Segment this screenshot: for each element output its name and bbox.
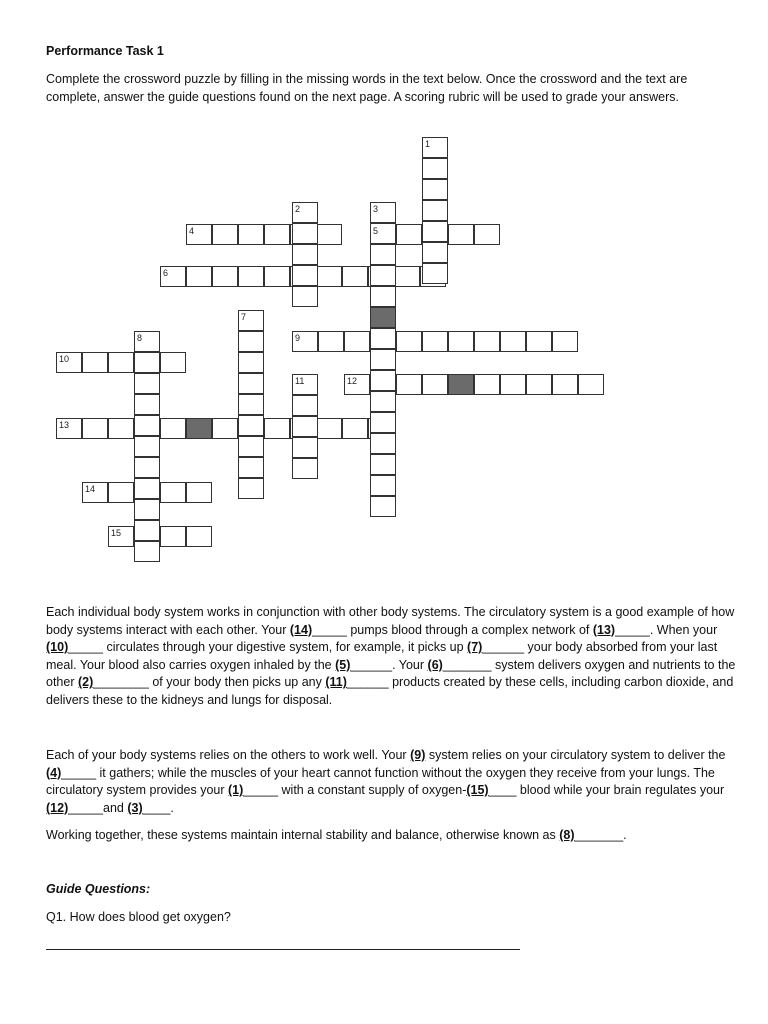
crossword-cell[interactable]: [500, 374, 526, 395]
crossword-cell[interactable]: [422, 374, 448, 395]
text-run: Each individual body system works in conjunction with other body systems. The circulatory system is a good example of how body systems interact with each other. Your: [46, 605, 735, 637]
text-run: _____ circulates through your digestive system, for example, it picks up: [68, 640, 468, 655]
blank-number: (3): [127, 800, 143, 815]
crossword-cell[interactable]: [134, 457, 160, 478]
text-run: ______ your body absorbed from your last meal. Your blood also carries oxygen inhaled by the: [46, 640, 718, 672]
crossword-cell[interactable]: [316, 266, 342, 287]
crossword-cell[interactable]: [292, 416, 318, 437]
crossword-cell[interactable]: [370, 244, 396, 265]
crossword-cell[interactable]: [342, 418, 368, 439]
guide-questions-heading: Guide Questions:: [46, 882, 151, 896]
blank-number: (5): [335, 657, 351, 672]
blank-number: (1): [228, 783, 244, 798]
text-run: ________ of your body then picks up any: [93, 675, 326, 690]
text-run: ____.: [142, 800, 174, 815]
clue-number: 14: [85, 484, 96, 494]
crossword-cell[interactable]: [134, 373, 160, 394]
crossword-cell[interactable]: [292, 265, 318, 286]
crossword-cell[interactable]: [238, 266, 264, 287]
crossword-cell[interactable]: [370, 286, 396, 307]
clue-number: 6: [163, 268, 169, 278]
crossword-cell[interactable]: [186, 482, 212, 503]
clue-number: 8: [137, 333, 143, 343]
crossword-cell[interactable]: [238, 394, 264, 415]
crossword-cell[interactable]: [186, 526, 212, 547]
blank-number: (7): [467, 640, 483, 655]
crossword-cell[interactable]: [238, 331, 264, 352]
crossword-cell[interactable]: [134, 415, 160, 436]
crossword-cell[interactable]: [238, 478, 264, 499]
crossword-cell[interactable]: [108, 482, 134, 503]
blank-number: (14): [289, 622, 313, 637]
crossword-cell[interactable]: [160, 526, 186, 547]
crossword-cell[interactable]: [134, 478, 160, 499]
text-run: ______. Your: [350, 657, 428, 672]
crossword-cell[interactable]: [396, 374, 422, 395]
crossword-cell[interactable]: [500, 331, 526, 352]
crossword-cell[interactable]: [422, 221, 448, 242]
blank-number: (12): [46, 800, 69, 815]
crossword-cell[interactable]: [474, 331, 500, 352]
crossword-block: [370, 307, 396, 328]
crossword-cell[interactable]: [238, 457, 264, 478]
crossword-cell[interactable]: [422, 200, 448, 221]
text-run: ______ products created by these cells, including carbon dioxide, and delivers these to the kidneys and lungs for disposal.: [46, 675, 734, 707]
clue-number: 15: [111, 528, 122, 538]
crossword-cell[interactable]: [292, 437, 318, 458]
blank-number: (6): [427, 657, 443, 672]
crossword-cell[interactable]: [292, 458, 318, 479]
crossword-cell[interactable]: [474, 224, 500, 245]
crossword-cell[interactable]: [370, 496, 396, 517]
crossword-cell[interactable]: [134, 520, 160, 541]
crossword-cell[interactable]: [370, 391, 396, 412]
crossword-cell[interactable]: [212, 266, 238, 287]
crossword-cell[interactable]: [238, 415, 264, 436]
blank-number: (4): [46, 765, 62, 780]
crossword-cell[interactable]: [134, 436, 160, 457]
crossword-cell[interactable]: [422, 179, 448, 200]
text-run: _____and: [68, 800, 128, 815]
crossword-cell[interactable]: [370, 433, 396, 454]
question-1: Q1. How does blood get oxygen?: [46, 910, 231, 924]
clue-number: 11: [295, 376, 305, 386]
crossword-cell[interactable]: [292, 395, 318, 416]
clue-number: 4: [189, 226, 195, 236]
crossword-block: [448, 374, 474, 395]
blank-number: (2): [77, 675, 94, 690]
text-run: system relies on your circulatory system to deliver the: [425, 748, 726, 762]
crossword-cell[interactable]: [342, 266, 368, 287]
crossword-cell[interactable]: [82, 352, 108, 373]
clue-number: 3: [373, 204, 379, 214]
crossword-cell[interactable]: [186, 266, 212, 287]
crossword-cell[interactable]: [422, 331, 448, 352]
crossword-cell[interactable]: [160, 352, 186, 373]
crossword-cell[interactable]: [292, 223, 318, 244]
text-run: _______ system delivers oxygen and nutrients to the other: [46, 657, 736, 690]
blank-number: (9): [410, 748, 426, 762]
crossword-cell[interactable]: [134, 352, 160, 373]
clue-number: 5: [373, 226, 379, 236]
page-title: Performance Task 1: [46, 44, 164, 58]
crossword-cell[interactable]: [344, 331, 370, 352]
crossword-cell[interactable]: [316, 418, 342, 439]
crossword-cell[interactable]: [396, 224, 422, 245]
blank-number: (10): [46, 640, 69, 655]
crossword-cell[interactable]: [422, 263, 448, 284]
blank-number: (13): [592, 622, 616, 637]
crossword-cell[interactable]: [370, 370, 396, 391]
text-run: Working together, these systems maintain internal stability and balance, otherwise known as: [46, 828, 560, 842]
crossword-cell[interactable]: [394, 266, 420, 287]
crossword-cell[interactable]: [526, 331, 552, 352]
crossword-cell[interactable]: [212, 418, 238, 439]
text-run: _____ with a constant supply of oxygen-: [243, 783, 467, 798]
crossword-cell[interactable]: [422, 242, 448, 263]
clue-number: 2: [295, 204, 301, 214]
crossword-cell[interactable]: [264, 418, 290, 439]
crossword-cell[interactable]: [552, 374, 578, 395]
crossword-cell[interactable]: [292, 244, 318, 265]
crossword-cell[interactable]: [160, 418, 186, 439]
blank-number: (11): [325, 675, 347, 690]
crossword-cell[interactable]: [578, 374, 604, 395]
blank-number: (15): [466, 783, 489, 798]
crossword-cell[interactable]: [370, 349, 396, 370]
crossword-cell[interactable]: [134, 499, 160, 520]
text-run: _____ it gathers; while the muscles of your heart cannot function without the oxygen they receive from your lungs. The circulatory system provides your: [46, 765, 715, 798]
crossword-cell[interactable]: [238, 224, 264, 245]
crossword-cell[interactable]: [316, 224, 342, 245]
text-run: ____ blood while your brain regulates your: [488, 783, 725, 798]
crossword-cell[interactable]: [448, 331, 474, 352]
crossword-cell[interactable]: [238, 436, 264, 457]
clue-number: 13: [59, 420, 70, 430]
crossword-cell[interactable]: [108, 352, 134, 373]
blank-number: (8): [559, 828, 575, 842]
crossword-cell[interactable]: [108, 418, 134, 439]
crossword-cell[interactable]: [552, 331, 578, 352]
crossword-cell[interactable]: [422, 158, 448, 179]
crossword-cell[interactable]: [160, 482, 186, 503]
crossword-cell[interactable]: [370, 328, 396, 349]
crossword-cell[interactable]: [448, 224, 474, 245]
text-run: Each of your body systems relies on the others to work well. Your: [46, 748, 411, 762]
clue-number: 7: [241, 312, 247, 322]
text-run: _____. When your: [615, 622, 718, 637]
clue-number: 1: [425, 139, 431, 149]
clue-number: 9: [295, 333, 301, 343]
instructions-text: Complete the crossword puzzle by filling in the missing words in the text below. Once the crossword and the text are complete, answer the guide questions found on the next page. A scoring rubric will be used to grade your answers.: [46, 72, 688, 104]
crossword-cell[interactable]: [370, 475, 396, 496]
crossword-cell[interactable]: [474, 374, 500, 395]
text-run: _____ pumps blood through a complex network of: [312, 622, 593, 637]
crossword-cell[interactable]: [134, 394, 160, 415]
crossword-cell[interactable]: [292, 286, 318, 307]
crossword-cell[interactable]: [370, 412, 396, 433]
crossword-cell[interactable]: [82, 418, 108, 439]
crossword-cell[interactable]: [526, 374, 552, 395]
crossword-cell[interactable]: [264, 224, 290, 245]
crossword-cell[interactable]: [134, 541, 160, 562]
crossword-cell[interactable]: [396, 331, 422, 352]
crossword-cell[interactable]: [318, 331, 344, 352]
crossword-cell[interactable]: [370, 454, 396, 475]
paragraph-1: [46, 604, 736, 710]
crossword-cell[interactable]: [264, 266, 290, 287]
crossword-cell[interactable]: [238, 352, 264, 373]
paragraph-2: [46, 747, 736, 817]
paragraph-3: [46, 827, 736, 845]
clue-number: 12: [347, 376, 358, 386]
crossword-block: [186, 418, 212, 439]
crossword-cell[interactable]: [238, 373, 264, 394]
answer-line[interactable]: [46, 949, 520, 950]
crossword-cell[interactable]: [212, 224, 238, 245]
crossword-cell[interactable]: [370, 265, 396, 286]
clue-number: 10: [59, 354, 70, 364]
text-run: _______.: [574, 828, 627, 842]
